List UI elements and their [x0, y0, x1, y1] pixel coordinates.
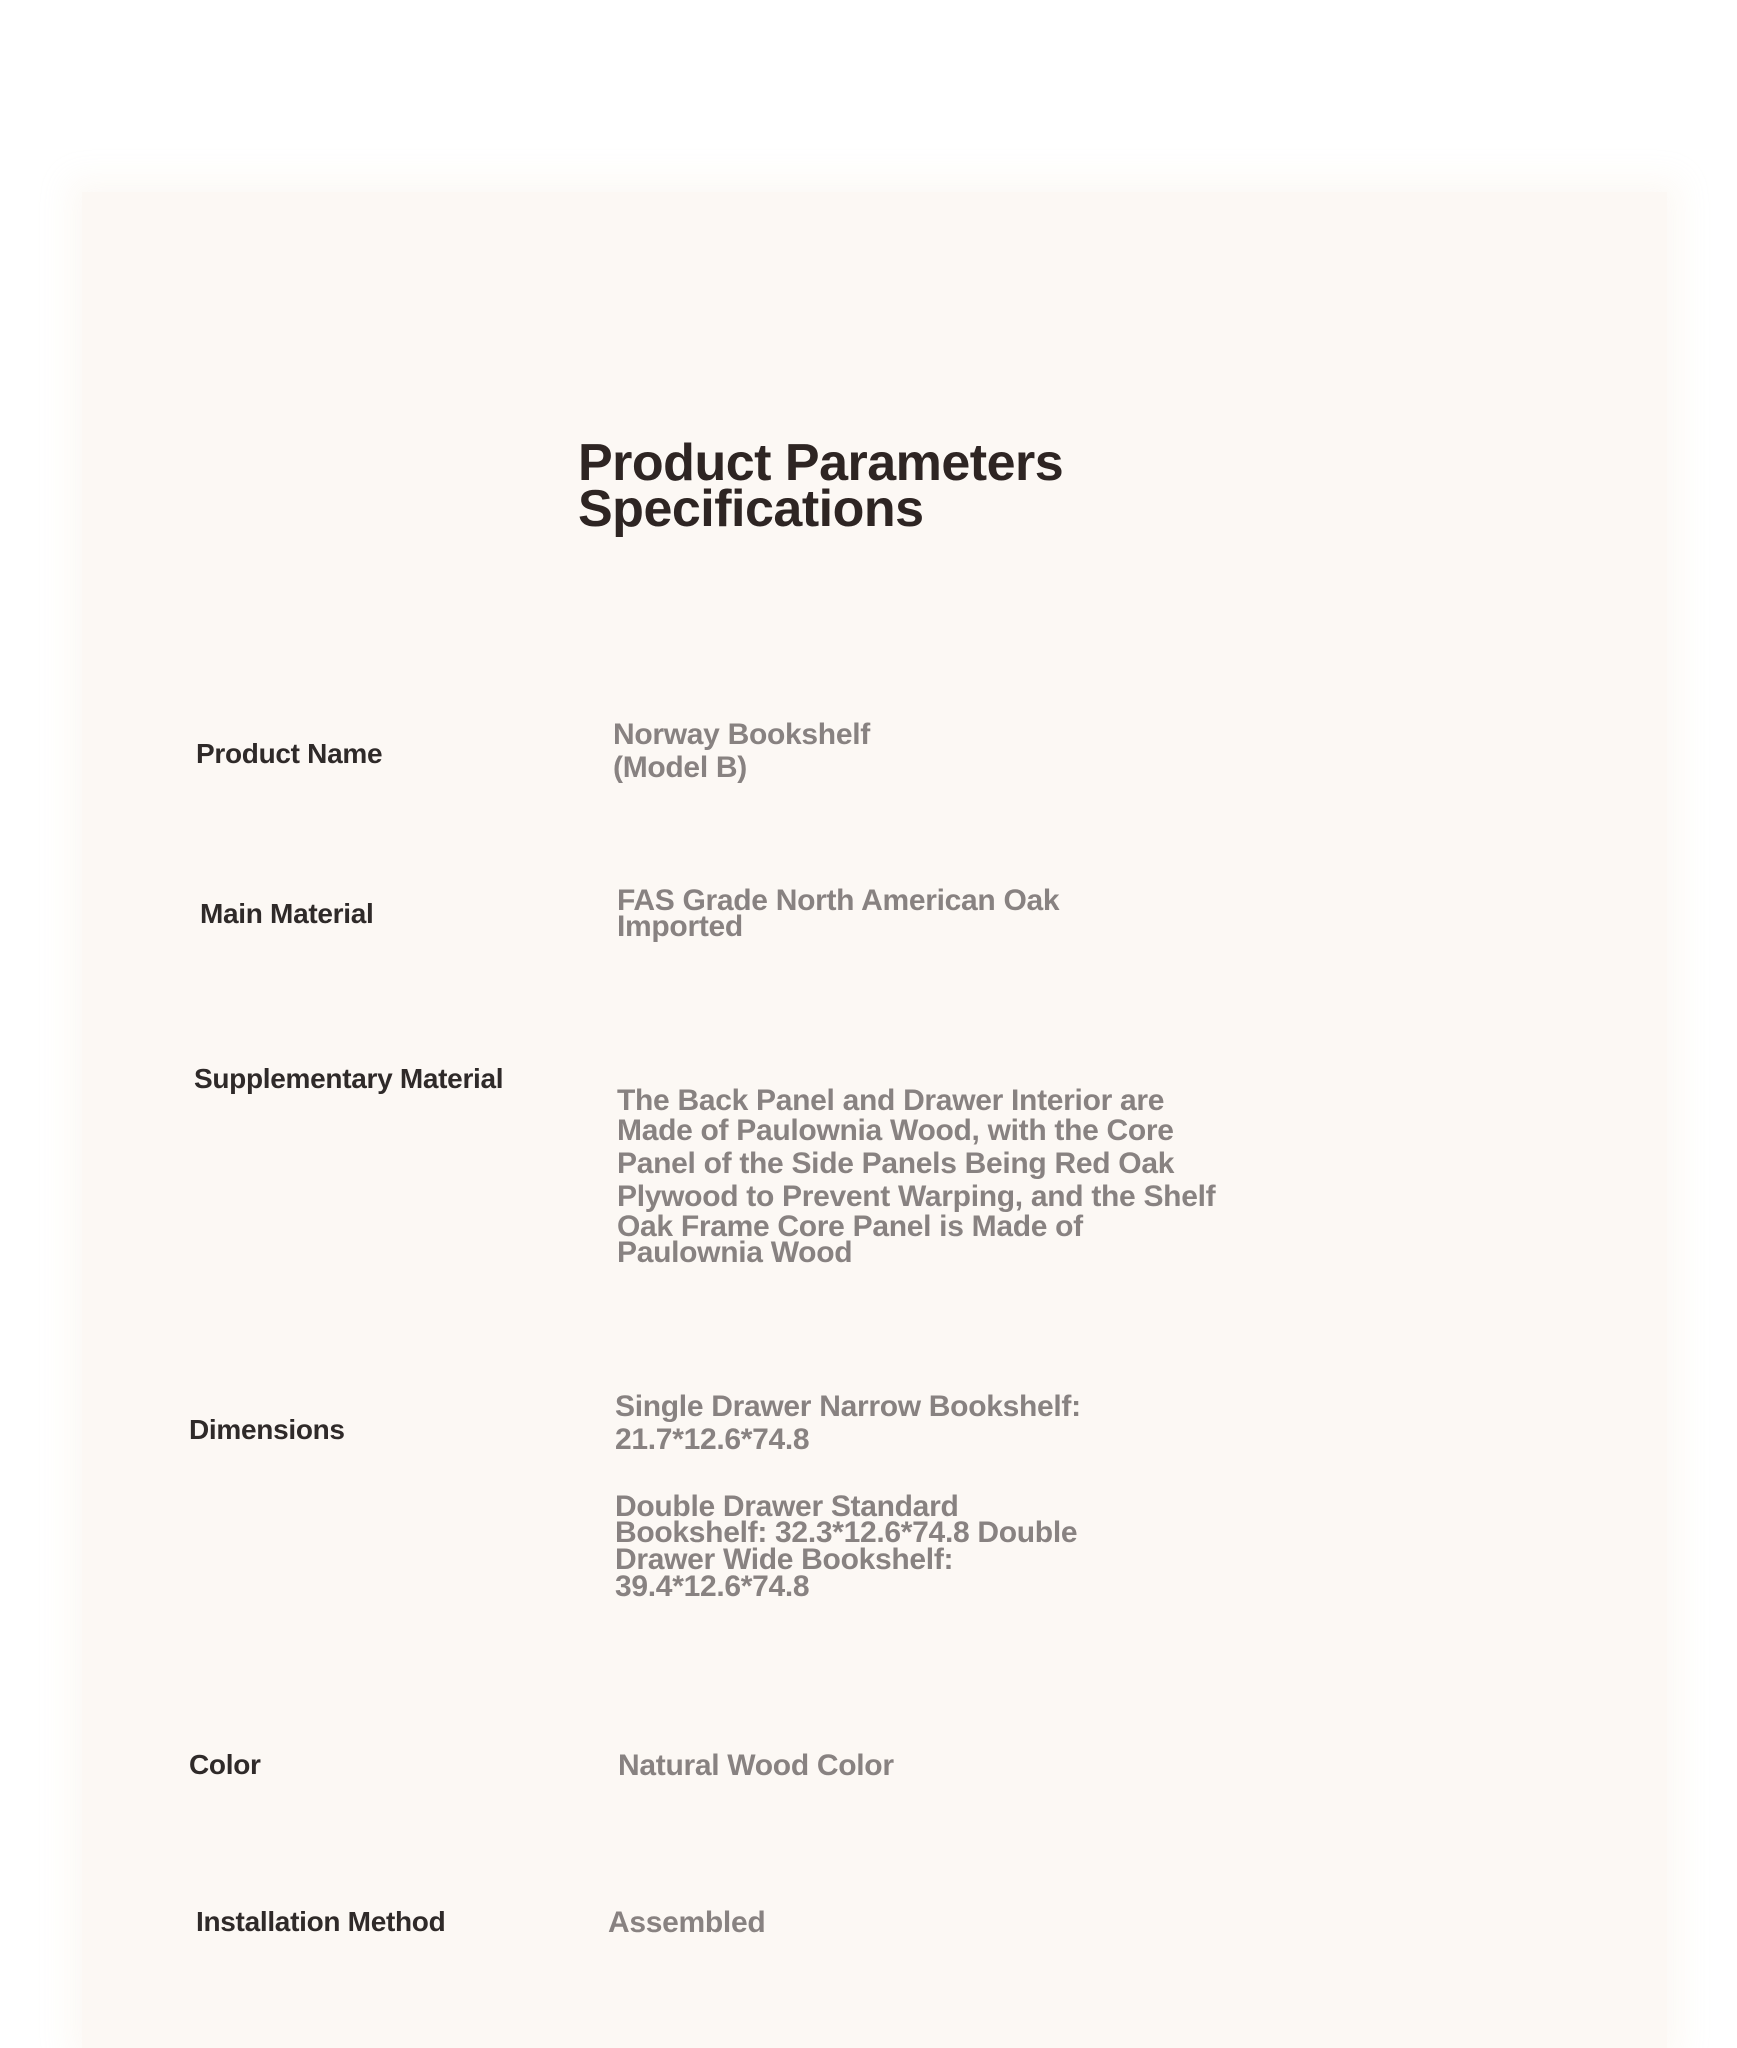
page-title [578, 434, 1064, 538]
dimensions-value-line-1: Single Drawer Narrow Bookshelf: [615, 1390, 1081, 1423]
supplementary-material-value-line-6: Paulownia Wood [617, 1236, 853, 1269]
supplementary-material-value [617, 1084, 1216, 1269]
dimensions-value-line-4: Bookshelf: 32.3*12.6*74.8 Double [615, 1516, 1078, 1549]
dimensions-label: Dimensions [189, 1414, 345, 1445]
supplementary-material-label: Supplementary Material [194, 1063, 504, 1094]
page-title-line-2: Specifications [578, 480, 924, 538]
color-value [618, 1749, 894, 1782]
dimensions-value-line-3: Double Drawer Standard [615, 1490, 959, 1523]
supplementary-material-value-line-2: Made of Paulownia Wood, with the Core [617, 1114, 1174, 1147]
product-name-value-line-2: (Model B) [613, 751, 747, 784]
color-value-line-1: Natural Wood Color [618, 1749, 894, 1782]
installation-method-value-line-1: Assembled [608, 1906, 766, 1939]
product-name-value [613, 718, 870, 784]
main-material-value-line-2: Imported [617, 910, 743, 943]
dimensions-value-line-6: 39.4*12.6*74.8 [615, 1570, 810, 1603]
dimensions-value [615, 1390, 1081, 1603]
main-material-value-line-1: FAS Grade North American Oak [617, 884, 1060, 917]
color-label: Color [189, 1749, 261, 1780]
product-name-value-line-1: Norway Bookshelf [613, 718, 870, 751]
product-name-label: Product Name [196, 738, 383, 769]
dimensions-value-line-2: 21.7*12.6*74.8 [615, 1423, 810, 1456]
supplementary-material-value-line-3: Panel of the Side Panels Being Red Oak [617, 1147, 1175, 1180]
installation-method-label: Installation Method [196, 1906, 446, 1937]
page-title-line-1: Product Parameters [578, 434, 1064, 492]
supplementary-material-value-line-1: The Back Panel and Drawer Interior are [617, 1084, 1165, 1117]
dimensions-value-line-5: Drawer Wide Bookshelf: [615, 1543, 954, 1576]
main-material-value [617, 884, 1060, 943]
supplementary-material-value-line-5: Oak Frame Core Panel is Made of [617, 1210, 1083, 1243]
installation-method-value [608, 1906, 765, 1939]
main-material-label: Main Material [200, 898, 374, 929]
supplementary-material-value-line-4: Plywood to Prevent Warping, and the Shelf [617, 1180, 1216, 1213]
